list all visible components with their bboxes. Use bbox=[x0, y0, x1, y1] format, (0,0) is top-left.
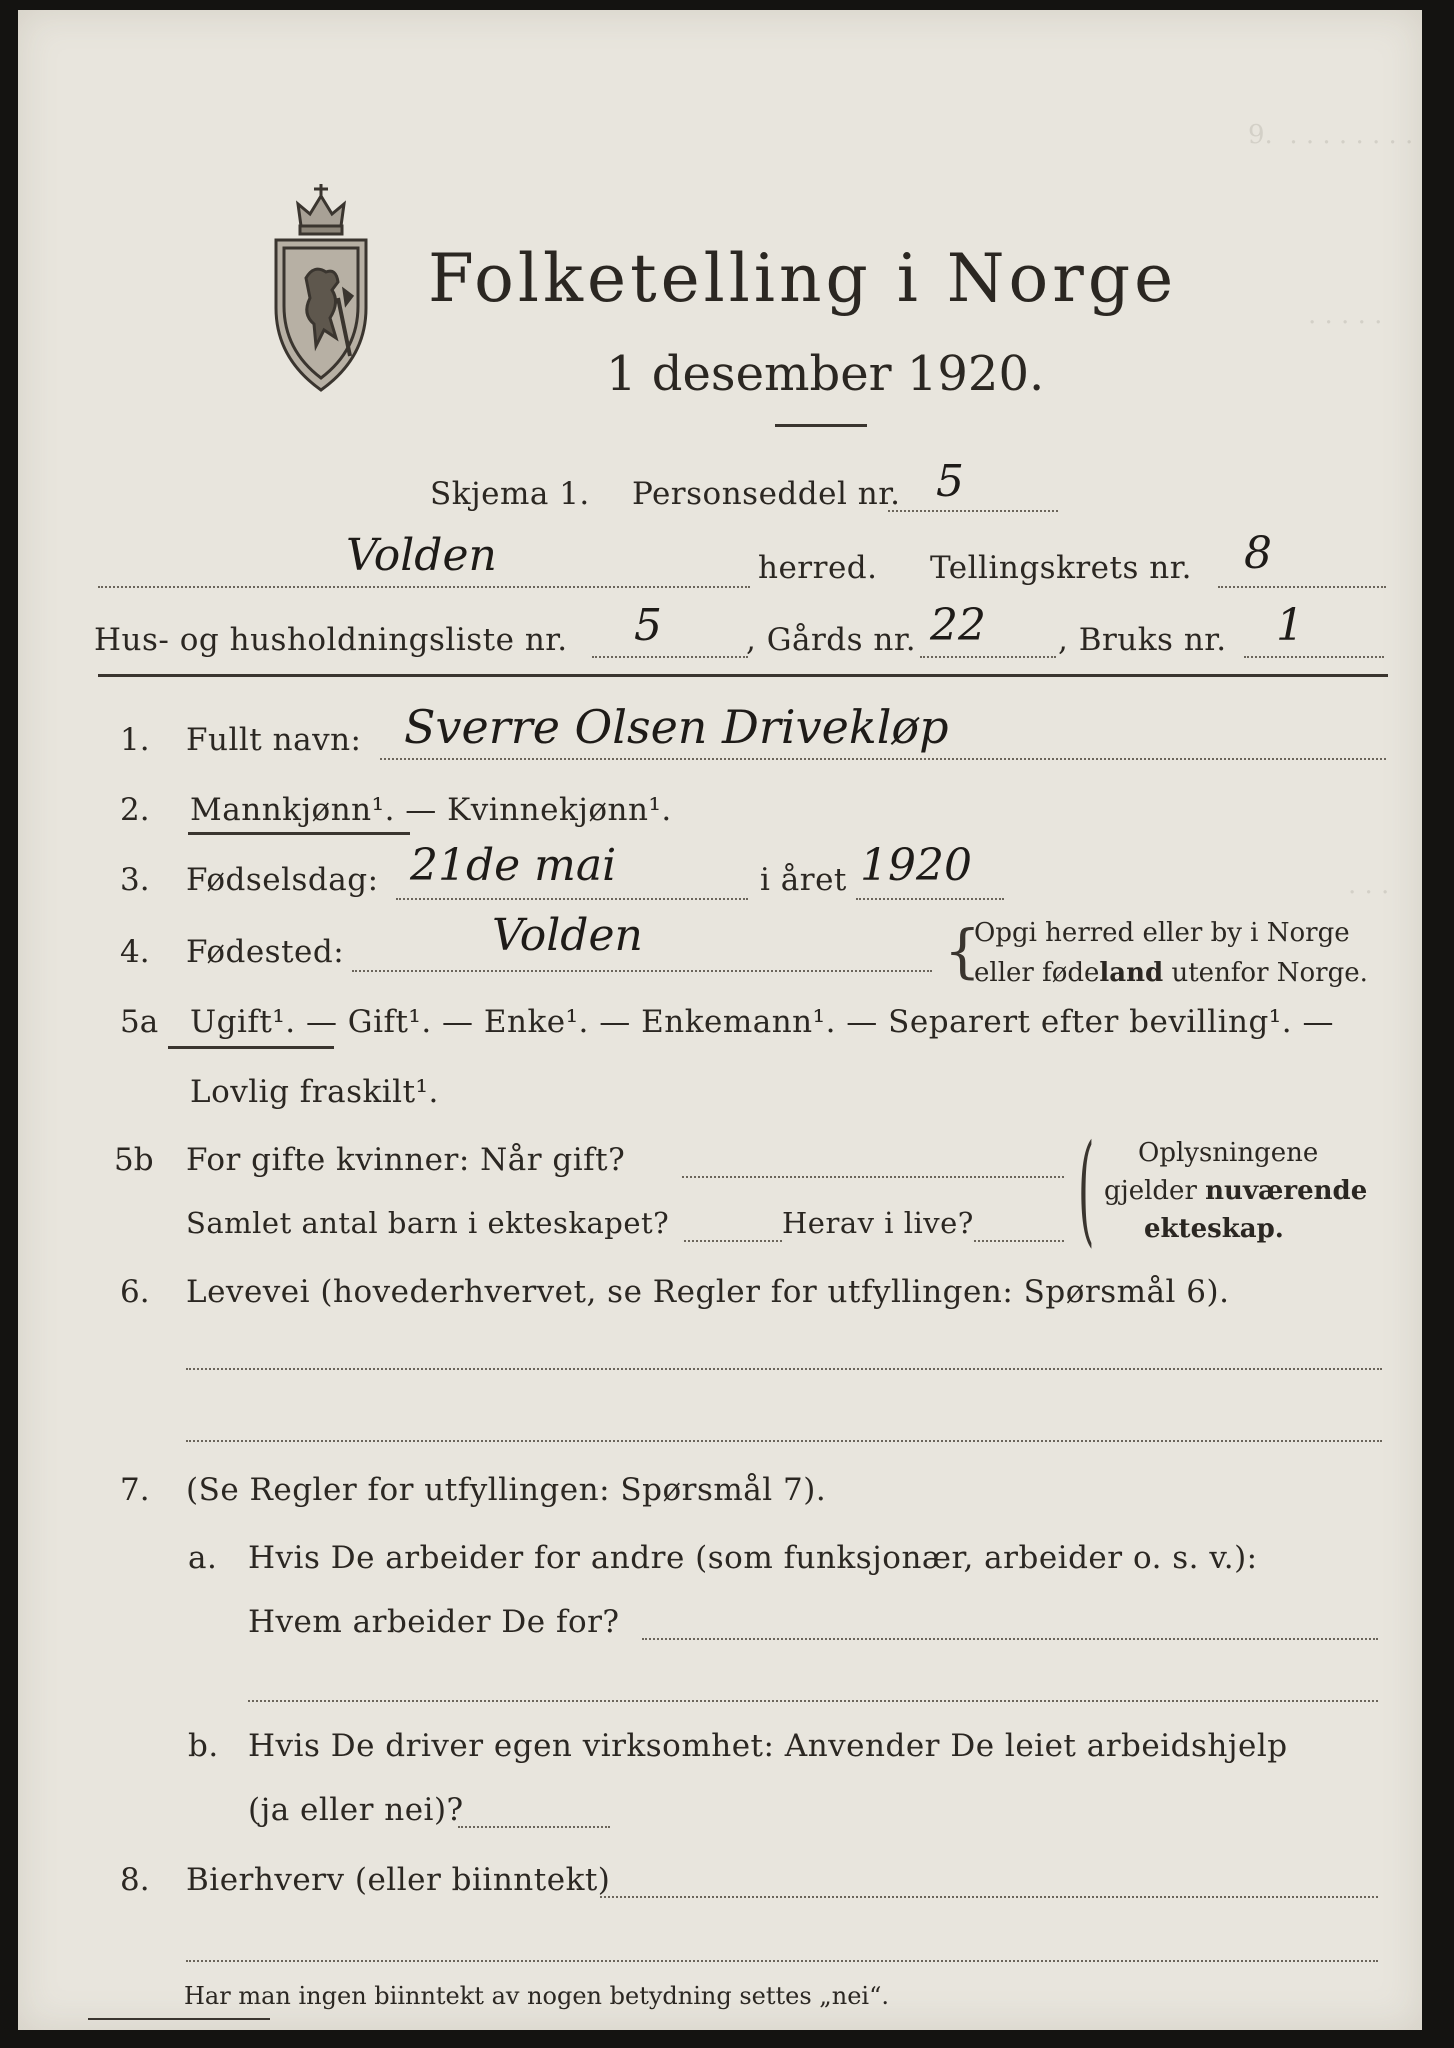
marital-status-options: Ugift¹. — Gift¹. — Enke¹. — Enkemann¹. — Separert efter bevilling¹. — bbox=[190, 1004, 1334, 1040]
tellingskrets-label: Tellingskrets nr. bbox=[930, 550, 1192, 586]
children-total-label: Samlet antal barn i ekteskapet? bbox=[186, 1206, 670, 1240]
census-form-sheet bbox=[18, 10, 1422, 2030]
gards-label: , Gårds nr. bbox=[746, 622, 917, 658]
q7-label: (Se Regler for utfyllingen: Spørsmål 7). bbox=[186, 1472, 827, 1508]
birthdate-label: Fødselsdag: bbox=[186, 862, 379, 898]
question-number: 1. bbox=[120, 722, 150, 758]
question-number: 4. bbox=[120, 934, 150, 970]
married-when-line bbox=[682, 1176, 1064, 1178]
tellingskrets-line bbox=[1218, 586, 1386, 588]
birthplace-line bbox=[352, 970, 932, 972]
side-income-line bbox=[600, 1896, 1378, 1898]
marriage-note-line3: ekteskap. bbox=[1144, 1214, 1284, 1244]
occupation-label: Levevei (hovederhvervet, se Regler for utfyllingen: Spørsmål 6). bbox=[186, 1274, 1230, 1310]
full-name-line bbox=[380, 758, 1386, 760]
sex-options: Mannkjønn¹. — Kvinnekjønn¹. bbox=[190, 792, 672, 828]
occupation-line bbox=[186, 1368, 1382, 1370]
form-title: Folketelling i Norge bbox=[428, 240, 1178, 317]
full-name-value[interactable]: Sverre Olsen Drivekløp bbox=[404, 700, 949, 754]
birth-year-label: i året bbox=[760, 862, 847, 898]
note-brace: { bbox=[944, 917, 981, 985]
employer-line bbox=[642, 1638, 1378, 1640]
question-number: 6. bbox=[120, 1274, 150, 1310]
question-number: 5a bbox=[120, 1004, 159, 1040]
employer-label: Hvem arbeider De for? bbox=[248, 1604, 620, 1640]
question-number: 2. bbox=[120, 792, 150, 828]
birthplace-label: Fødested: bbox=[186, 934, 345, 970]
tellingskrets-value[interactable]: 8 bbox=[1244, 528, 1272, 579]
footnote-rule bbox=[88, 2018, 270, 2020]
q7a-letter: a. bbox=[188, 1540, 218, 1576]
note-brace: ( bbox=[1078, 1120, 1095, 1259]
hus-label: Hus- og husholdningsliste nr. bbox=[94, 622, 568, 658]
herred-label: herred. bbox=[758, 550, 878, 586]
personseddel-label: Personseddel nr. bbox=[632, 476, 901, 512]
q7b-question: Hvis De driver egen virksomhet: Anvender De leiet arbeidshjelp bbox=[248, 1728, 1288, 1764]
side-income-line-2 bbox=[186, 1960, 1378, 1962]
birth-year-line bbox=[856, 898, 1004, 900]
occupation-line-2 bbox=[186, 1440, 1382, 1442]
schema-label: Skjema 1. bbox=[430, 476, 590, 512]
q7b-letter: b. bbox=[188, 1728, 219, 1764]
question-number: 8. bbox=[120, 1862, 150, 1898]
title-divider bbox=[775, 424, 867, 427]
hus-value[interactable]: 5 bbox=[634, 600, 662, 651]
side-income-label: Bierhverv (eller biinntekt) bbox=[186, 1862, 611, 1898]
q7a-question: Hvis De arbeider for andre (som funksjonær, arbeider o. s. v.): bbox=[248, 1540, 1258, 1576]
hus-line bbox=[592, 656, 748, 658]
bruks-line bbox=[1244, 656, 1384, 658]
section-divider bbox=[98, 674, 1388, 677]
employer-line-2 bbox=[248, 1700, 1378, 1702]
gards-value[interactable]: 22 bbox=[930, 600, 986, 651]
marital-selected-underline bbox=[168, 1046, 334, 1049]
question-number: 3. bbox=[120, 862, 150, 898]
show-through-text: . . . bbox=[1348, 870, 1390, 900]
herred-line bbox=[98, 586, 750, 588]
sex-selected-underline bbox=[188, 832, 410, 835]
gards-line bbox=[920, 656, 1056, 658]
question-number: 5b bbox=[114, 1142, 154, 1178]
birthdate-line bbox=[396, 898, 748, 900]
marital-status-options-cont: Lovlig fraskilt¹. bbox=[190, 1074, 439, 1110]
herred-value[interactable]: Volden bbox=[346, 530, 497, 581]
hired-help-line bbox=[458, 1826, 610, 1828]
show-through-text: . . . . . bbox=[1308, 300, 1383, 330]
birthplace-note-line2: eller fødeland utenfor Norge. bbox=[974, 958, 1368, 988]
bruks-label: , Bruks nr. bbox=[1058, 622, 1227, 658]
children-total-line bbox=[684, 1240, 782, 1242]
marriage-note-line2: gjelder nuværende bbox=[1104, 1176, 1368, 1206]
birthplace-note-line1: Opgi herred eller by i Norge bbox=[974, 918, 1350, 948]
full-name-label: Fullt navn: bbox=[186, 722, 362, 758]
marriage-note-line1: Oplysningene bbox=[1138, 1138, 1319, 1168]
personseddel-line bbox=[888, 510, 1058, 512]
children-alive-line bbox=[974, 1240, 1064, 1242]
bruks-value[interactable]: 1 bbox=[1276, 600, 1304, 651]
question-number: 7. bbox=[120, 1472, 150, 1508]
birthplace-value[interactable]: Volden bbox=[492, 910, 643, 961]
birthdate-value[interactable]: 21de mai bbox=[410, 840, 617, 891]
norwegian-coat-of-arms-icon bbox=[266, 178, 376, 396]
census-date: 1 desember 1920. bbox=[606, 346, 1045, 402]
footer-note: Har man ingen biinntekt av nogen betydning settes „nei“. bbox=[184, 1982, 889, 2010]
children-alive-label: Herav i live? bbox=[782, 1206, 974, 1240]
show-through-text: 9. . . . . . . . . bbox=[1248, 120, 1414, 150]
hired-help-label: (ja eller nei)? bbox=[248, 1792, 464, 1828]
married-when-label: For gifte kvinner: Når gift? bbox=[186, 1142, 626, 1178]
birth-year-value[interactable]: 1920 bbox=[860, 840, 972, 891]
personseddel-value[interactable]: 5 bbox=[936, 456, 964, 507]
